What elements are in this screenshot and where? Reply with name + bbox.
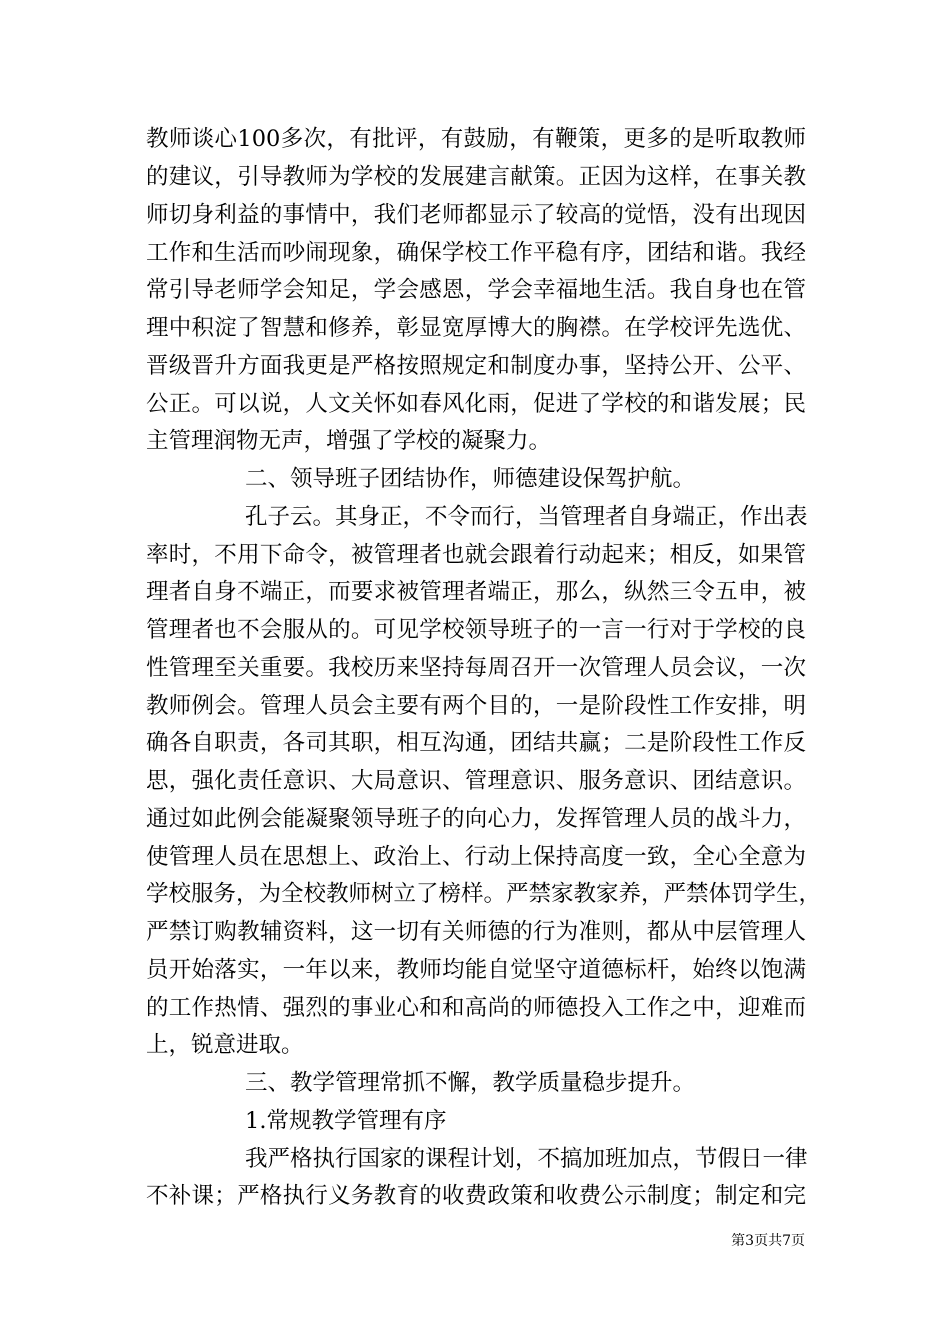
text-line: 的工作热情、强烈的事业心和和高尚的师德投入工作之中，迎难而	[146, 995, 806, 1021]
text-line: 上，锐意进取。	[146, 1032, 304, 1058]
text-line: 员开始落实，一年以来，教师均能自觉坚守道德标杆，始终以饱满	[146, 957, 806, 983]
paragraph-first-line: 我严格执行国家的课程计划，不搞加班加点，节假日一律	[245, 1146, 808, 1172]
text-line: 确各自职责，各司其职，相互沟通，团结共赢；二是阶段性工作反	[146, 730, 806, 756]
paragraph-first-line: 孔子云。其身正，不令而行，当管理者自身端正，作出表	[245, 504, 808, 530]
text-line: 的建议，引导教师为学校的发展建言献策。正因为这样，在事关教	[146, 164, 806, 190]
text-line: 严禁订购教辅资料，这一切有关师德的行为准则，都从中层管理人	[146, 919, 806, 945]
text-line: 思，强化责任意识、大局意识、管理意识、服务意识、团结意识。	[146, 768, 806, 794]
text-line: 师切身利益的事情中，我们老师都显示了较高的觉悟，没有出现因	[146, 202, 806, 228]
text-line: 理者自身不端正，而要求被管理者端正，那么，纵然三令五申，被	[146, 579, 806, 605]
text-line: 管理者也不会服从的。可见学校领导班子的一言一行对于学校的良	[146, 617, 806, 643]
text-line: 晋级晋升方面我更是严格按照规定和制度办事，坚持公开、公平、	[146, 353, 806, 379]
text-line: 使管理人员在思想上、政治上、行动上保持高度一致，全心全意为	[146, 844, 806, 870]
page-number-footer: 第3页共7页	[731, 1233, 805, 1249]
text-line: 不补课；严格执行义务教育的收费政策和收费公示制度；制定和完	[146, 1183, 806, 1209]
text-line: 教师例会。管理人员会主要有两个目的，一是阶段性工作安排，明	[146, 693, 806, 719]
text-line: 通过如此例会能凝聚领导班子的向心力，发挥管理人员的战斗力，	[146, 806, 806, 832]
text-line: 率时，不用下命令，被管理者也就会跟着行动起来；相反，如果管	[146, 542, 806, 568]
section-heading: 二、领导班子团结协作，师德建设保驾护航。	[245, 466, 696, 492]
text-line: 性管理至关重要。我校历来坚持每周召开一次管理人员会议，一次	[146, 655, 806, 681]
text-line: 常引导老师学会知足，学会感恩，学会幸福地生活。我自身也在管	[146, 277, 806, 303]
text-line: 理中积淀了智慧和修养，彰显宽厚博大的胸襟。在学校评先选优、	[146, 315, 806, 341]
section-heading: 三、教学管理常抓不懈，教学质量稳步提升。	[245, 1070, 696, 1096]
text-line: 学校服务，为全校教师树立了榜样。严禁家教家养，严禁体罚学生，	[146, 881, 822, 907]
text-line: 公正。可以说，人文关怀如春风化雨，促进了学校的和谐发展；民	[146, 391, 806, 417]
text-line: 教师谈心100多次，有批评，有鼓励，有鞭策，更多的是听取教师	[146, 126, 806, 152]
text-line: 工作和生活而吵闹现象，确保学校工作平稳有序，团结和谐。我经	[146, 240, 806, 266]
text-line: 主管理润物无声，增强了学校的凝聚力。	[146, 428, 552, 454]
subsection-heading: 1.常规教学管理有序	[245, 1108, 447, 1134]
